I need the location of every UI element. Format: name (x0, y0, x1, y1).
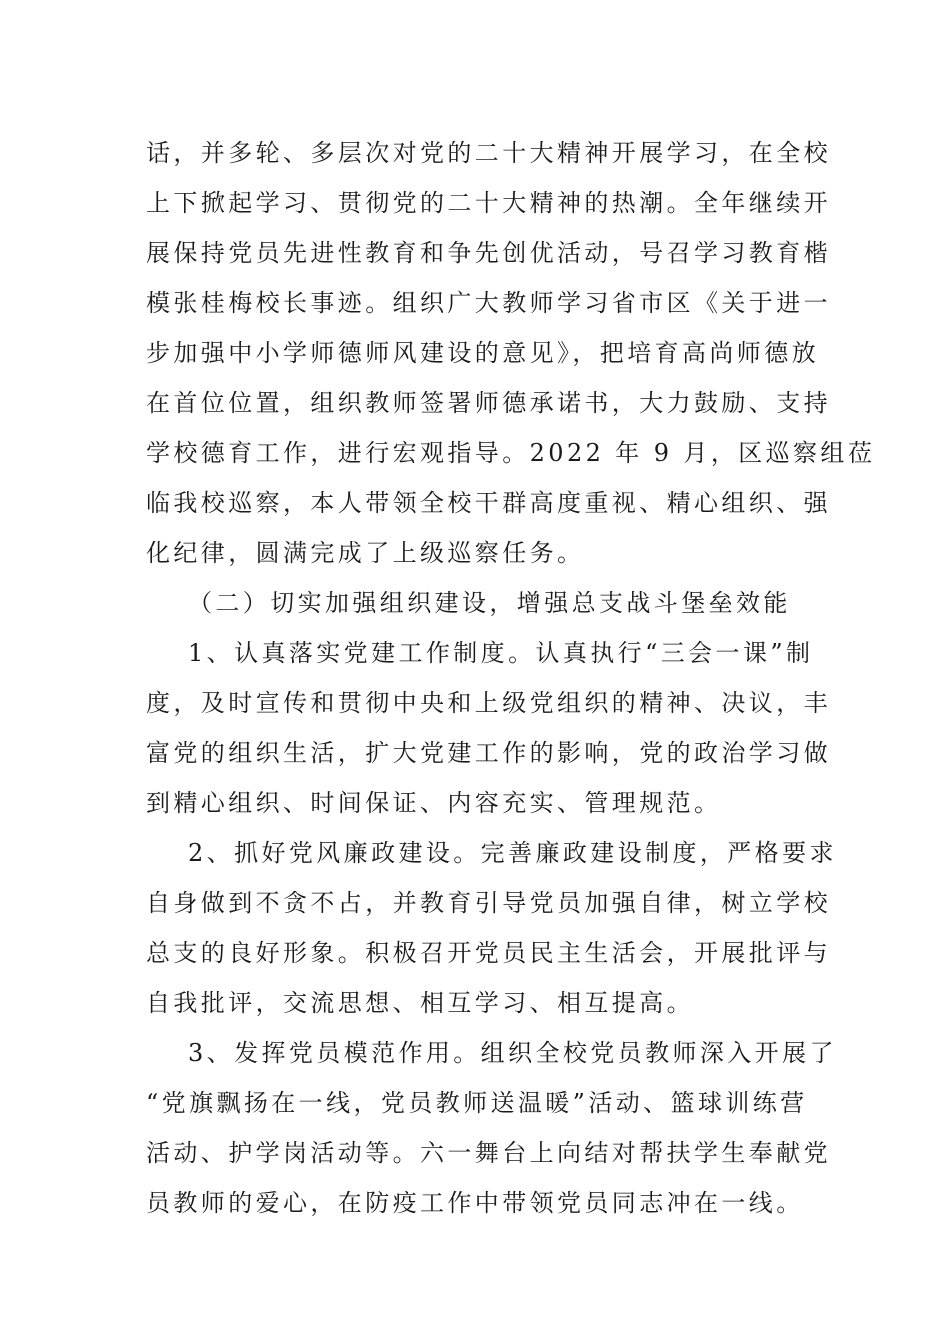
body-line: 临我校巡察，本人带领全校干群高度重视、精心组织、强 (146, 489, 831, 517)
body-line: 上下掀起学习、贯彻党的二十大精神的热潮。全年继续开 (146, 189, 831, 217)
document-body (146, 128, 876, 1228)
body-line: 度，及时宣传和贯彻中央和上级党组织的精神、决议，丰 (146, 689, 831, 717)
body-line: 自身做到不贪不占，并教育引导党员加强自律，树立学校 (146, 889, 831, 917)
body-line: “党旗飘扬在一线，党员教师送温暖”活动、篮球训练营 (146, 1089, 808, 1117)
body-line: 自我批评，交流思想、相互学习、相互提高。 (146, 989, 694, 1017)
body-line: 步加强中小学师德师风建设的意见》，把培育高尚师德放 (146, 339, 819, 367)
body-line: 化纪律，圆满完成了上级巡察任务。 (146, 539, 585, 567)
body-line: 活动、护学岗活动等。六一舞台上向结对帮扶学生奉献党 (146, 1139, 831, 1167)
paragraph-start-line: 3、发挥党员模范作用。组织全校党员教师深入开展了 (188, 1039, 837, 1067)
body-line: 员教师的爱心，在防疫工作中带领党员同志冲在一线。 (146, 1189, 804, 1217)
paragraph-start-line: 2、抓好党风廉政建设。完善廉政建设制度，严格要求 (188, 839, 837, 867)
body-line: 富党的组织生活，扩大党建工作的影响，党的政治学习做 (146, 739, 831, 767)
body-line: 到精心组织、时间保证、内容充实、管理规范。 (146, 789, 722, 817)
body-line: 展保持党员先进性教育和争先创优活动，号召学习教育楷 (146, 239, 831, 267)
body-line: 总支的良好形象。积极召开党员民主生活会，开展批评与 (146, 939, 831, 967)
body-line: 学校德育工作，进行宏观指导。2022 年 9 月，区巡察组莅 (146, 439, 876, 467)
body-line: 话，并多轮、多层次对党的二十大精神开展学习，在全校 (146, 139, 831, 167)
section-heading: （二）切实加强组织建设，增强总支战斗堡垒效能 (188, 589, 791, 617)
body-line: 在首位位置，组织教师签署师德承诺书，大力鼓励、支持 (146, 389, 831, 417)
paragraph-start-line: 1、认真落实党建工作制度。认真执行“三会一课”制 (188, 639, 814, 667)
body-line: 模张桂梅校长事迹。组织广大教师学习省市区《关于进一 (146, 289, 831, 317)
